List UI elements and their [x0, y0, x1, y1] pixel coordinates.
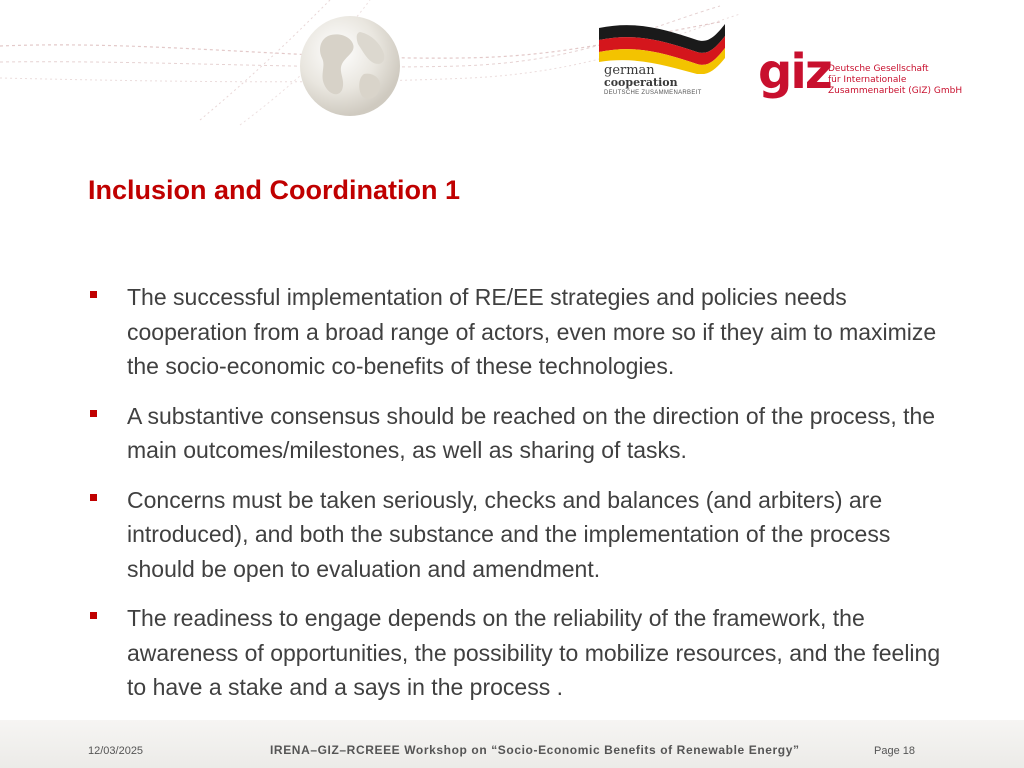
giz-org-line: für Internationale	[828, 75, 907, 85]
giz-org-line: Deutsche Gesellschaft	[828, 64, 929, 74]
giz-logo	[758, 44, 963, 108]
bullet-text: The readiness to engage depends on the reliability of the framework, the awareness of opportunities, the possibility to mobilize resources, and the feeling to have a stake and a says in the process .	[127, 605, 941, 700]
globe-icon	[298, 14, 402, 118]
footer-event-title: IRENA–GIZ–RCREEE Workshop on “Socio-Economic Benefits of Renewable Energy”	[270, 743, 800, 757]
bullet-square-icon	[90, 612, 97, 619]
bullet-list	[88, 280, 958, 720]
bullet-square-icon	[90, 291, 97, 298]
slide-title: Inclusion and Coordination 1	[88, 175, 461, 205]
bullet-text: The successful implementation of RE/EE strategies and policies needs cooperation from a broad range of actors, even more so if they aim to maximize the socio-economic co-benefits of these technologies.	[127, 284, 937, 379]
bullet-text: A substantive consensus should be reached on the direction of the process, the main outcomes/milestones, as well as sharing of tasks.	[127, 402, 936, 463]
bullet-text: Concerns must be taken seriously, checks and balances (and arbiters) are introduced), and both the substance and the implementation of the process should be open to evaluation and amendment.	[127, 486, 891, 582]
bullet-square-icon	[90, 494, 97, 501]
german-cooperation-line1: german	[604, 63, 655, 78]
bullet-square-icon	[90, 410, 97, 417]
giz-org-line: Zusammenarbeit (GIZ) GmbH	[828, 86, 963, 96]
bullet-item	[88, 601, 958, 705]
german-cooperation-line3: DEUTSCHE ZUSAMMENARBEIT	[604, 90, 702, 96]
bullet-item	[88, 399, 958, 468]
giz-wordmark: giz	[758, 44, 831, 100]
bullet-item	[88, 483, 958, 587]
giz-organization-name	[828, 64, 963, 97]
german-cooperation-logo	[597, 20, 729, 100]
bullet-item	[88, 280, 958, 384]
footer-date: 12/03/2025	[88, 745, 144, 757]
german-cooperation-line2: cooperation	[604, 76, 678, 89]
footer-page-number: Page 18	[874, 745, 915, 757]
